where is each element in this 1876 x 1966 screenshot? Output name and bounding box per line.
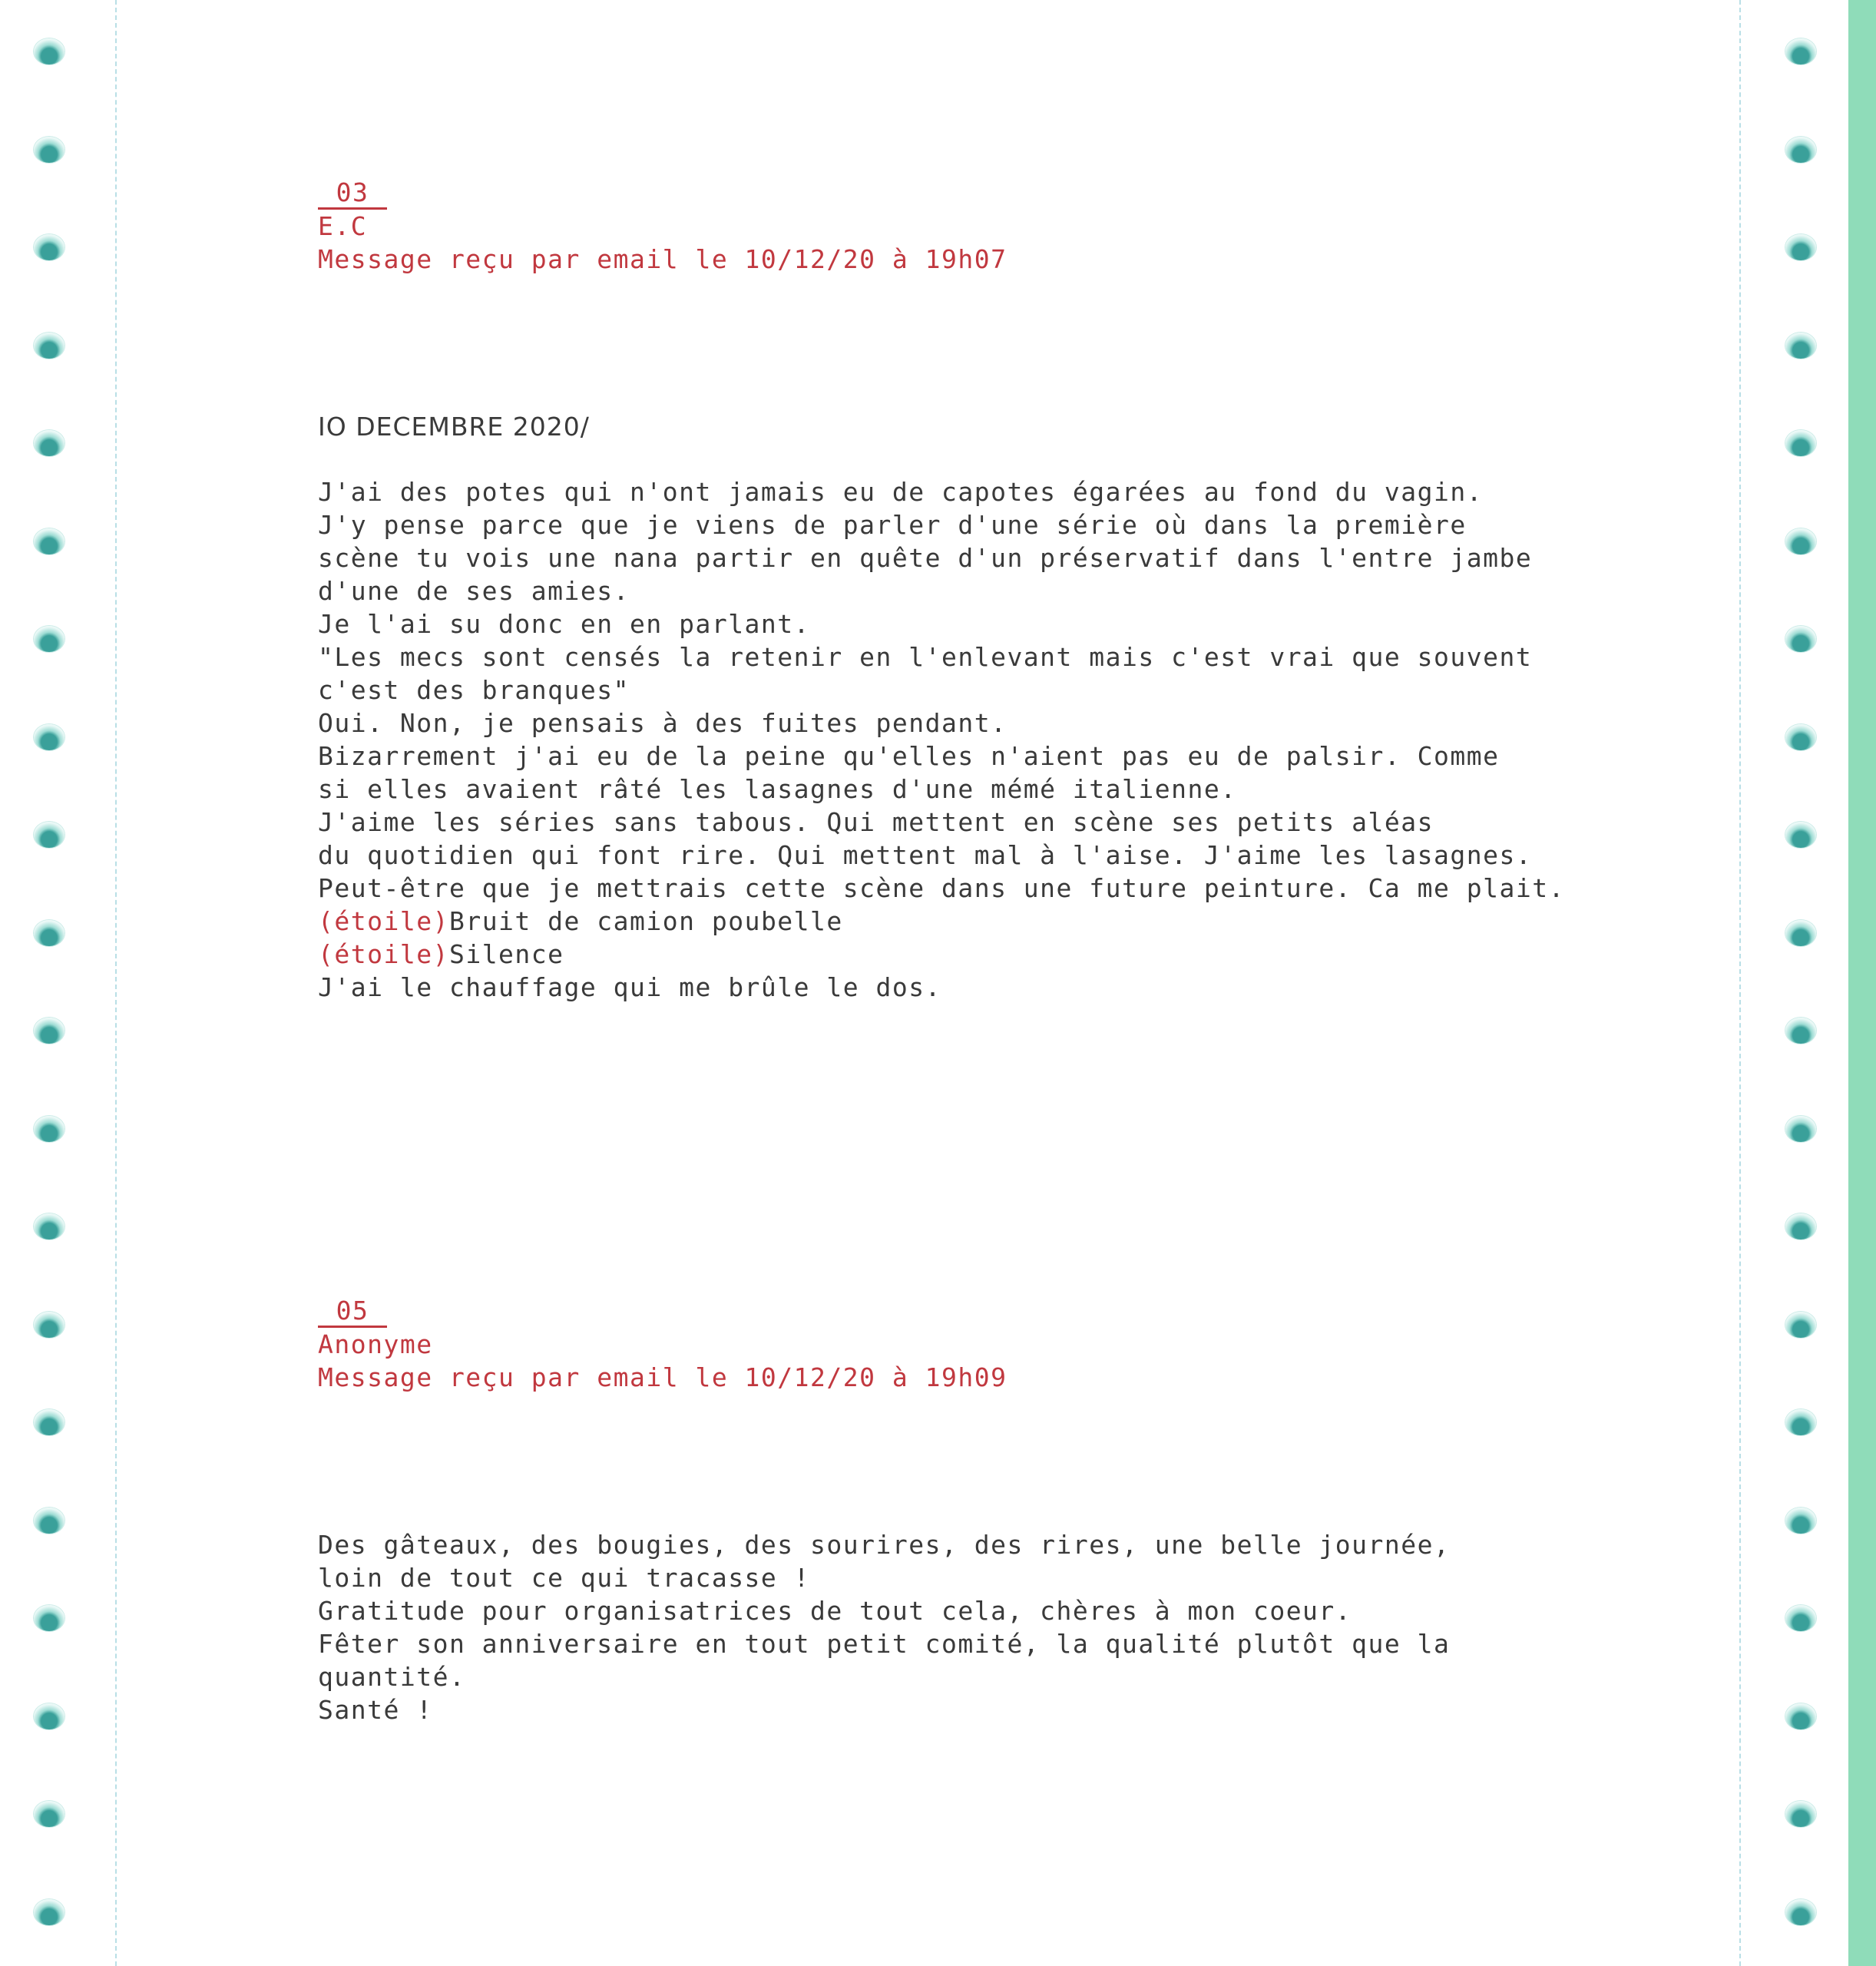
left-feed-hole bbox=[34, 1508, 65, 1534]
body-text: scène tu vois une nana partir en quête d'un préservatif dans l'entre jambe bbox=[318, 543, 1533, 573]
right-feed-hole bbox=[1785, 38, 1816, 65]
body-line bbox=[318, 640, 1639, 674]
left-feed-hole bbox=[34, 38, 65, 65]
body-line bbox=[318, 773, 1639, 806]
left-feed-hole bbox=[34, 626, 65, 652]
body-line bbox=[318, 806, 1639, 839]
left-feed-hole bbox=[34, 1409, 65, 1435]
body-text: Bizarrement j'ai eu de la peine qu'elles n'aient pas eu de palsir. Comme bbox=[318, 741, 1500, 771]
body-line bbox=[318, 574, 1639, 607]
entry-05-body bbox=[318, 1528, 1639, 1726]
right-feed-hole bbox=[1785, 1899, 1816, 1925]
right-feed-hole bbox=[1785, 528, 1816, 554]
body-line bbox=[318, 872, 1639, 905]
right-feed-hole bbox=[1785, 1801, 1816, 1827]
entry-meta: Message reçu par email le 10/12/20 à 19h07 bbox=[318, 244, 1007, 274]
right-feed-hole bbox=[1785, 822, 1816, 848]
left-feed-hole bbox=[34, 724, 65, 750]
left-feed-hole bbox=[34, 1116, 65, 1142]
left-feed-hole bbox=[34, 1899, 65, 1925]
left-feed-hole bbox=[34, 1018, 65, 1044]
right-feed-hole bbox=[1785, 430, 1816, 456]
body-text: Oui. Non, je pensais à des fuites pendant. bbox=[318, 708, 1007, 738]
right-feed-hole bbox=[1785, 137, 1816, 163]
entry-date: IO DECEMBRE 2020/ bbox=[318, 412, 590, 442]
body-line bbox=[318, 1594, 1639, 1627]
body-line bbox=[318, 839, 1639, 872]
left-feed-hole bbox=[34, 430, 65, 456]
body-text: Silence bbox=[448, 939, 564, 969]
body-text: du quotidien qui font rire. Qui mettent mal à l'aise. J'aime les lasagnes. bbox=[318, 840, 1533, 870]
body-text: J'aime les séries sans tabous. Qui mettent en scène ses petits aléas bbox=[318, 807, 1434, 837]
right-feed-hole bbox=[1785, 626, 1816, 652]
left-feed-hole bbox=[34, 234, 65, 260]
annotation-tag: (étoile) bbox=[318, 906, 449, 936]
right-feed-hole bbox=[1785, 920, 1816, 946]
entry-meta: Message reçu par email le 10/12/20 à 19h09 bbox=[318, 1362, 1007, 1392]
right-feed-hole bbox=[1785, 1213, 1816, 1240]
left-feed-hole bbox=[34, 528, 65, 554]
body-text: Bruit de camion poubelle bbox=[448, 906, 843, 936]
body-line bbox=[318, 938, 1639, 971]
body-text: quantité. bbox=[318, 1662, 466, 1692]
body-text: loin de tout ce qui tracasse ! bbox=[318, 1563, 811, 1593]
body-text: si elles avaient râté les lasagnes d'une mémé italienne. bbox=[318, 774, 1237, 804]
body-text: J'ai des potes qui n'ont jamais eu de capotes égarées au fond du vagin. bbox=[318, 477, 1484, 507]
right-feed-hole bbox=[1785, 234, 1816, 260]
body-text: J'y pense parce que je viens de parler d'une série où dans la première bbox=[318, 510, 1467, 540]
annotation-tag: (étoile) bbox=[318, 939, 449, 969]
body-text: Des gâteaux, des bougies, des sourires, des rires, une belle journée, bbox=[318, 1530, 1451, 1560]
body-line bbox=[318, 508, 1639, 541]
body-text: Santé ! bbox=[318, 1695, 433, 1725]
body-line bbox=[318, 1627, 1639, 1660]
right-feed-hole bbox=[1785, 1312, 1816, 1338]
body-line bbox=[318, 674, 1639, 707]
body-line bbox=[318, 1660, 1639, 1693]
entry-author: Anonyme bbox=[318, 1329, 433, 1359]
right-feed-hole bbox=[1785, 1116, 1816, 1142]
right-perforation-line bbox=[1739, 0, 1741, 1966]
right-feed-hole bbox=[1785, 1605, 1816, 1631]
paper-edge-green bbox=[1848, 0, 1876, 1966]
body-text: J'ai le chauffage qui me brûle le dos. bbox=[318, 972, 941, 1002]
body-text: c'est des branques" bbox=[318, 675, 630, 705]
entry-03-date bbox=[318, 410, 1639, 443]
body-line bbox=[318, 905, 1639, 938]
right-feed-hole bbox=[1785, 724, 1816, 750]
right-feed-hole bbox=[1785, 1703, 1816, 1729]
body-text: Je l'ai su donc en en parlant. bbox=[318, 609, 811, 639]
body-line bbox=[318, 1528, 1639, 1561]
entry-author: E.C bbox=[318, 211, 368, 241]
left-feed-hole bbox=[34, 1605, 65, 1631]
body-text: Gratitude pour organisatrices de tout cela, chères à mon coeur. bbox=[318, 1596, 1352, 1626]
entry-number: 03 bbox=[318, 178, 387, 210]
body-line bbox=[318, 607, 1639, 640]
left-perforation-line bbox=[115, 0, 117, 1966]
body-line bbox=[318, 740, 1639, 773]
left-feed-hole bbox=[34, 1213, 65, 1240]
right-feed-hole bbox=[1785, 1409, 1816, 1435]
body-text: Peut-être que je mettrais cette scène dans une future peinture. Ca me plait. bbox=[318, 873, 1565, 903]
body-text: "Les mecs sont censés la retenir en l'enlevant mais c'est vrai que souvent bbox=[318, 642, 1533, 672]
right-feed-hole bbox=[1785, 1018, 1816, 1044]
entry-03-body bbox=[318, 475, 1639, 1004]
left-feed-hole bbox=[34, 333, 65, 359]
body-text: d'une de ses amies. bbox=[318, 576, 630, 606]
body-line bbox=[318, 707, 1639, 740]
body-line bbox=[318, 541, 1639, 574]
body-line bbox=[318, 971, 1639, 1004]
left-feed-hole bbox=[34, 920, 65, 946]
body-line bbox=[318, 475, 1639, 508]
left-feed-hole bbox=[34, 1801, 65, 1827]
entry-05-header bbox=[318, 1296, 1639, 1394]
entry-number: 05 bbox=[318, 1296, 387, 1328]
left-feed-hole bbox=[34, 1312, 65, 1338]
left-feed-hole bbox=[34, 137, 65, 163]
left-feed-hole bbox=[34, 822, 65, 848]
right-feed-hole bbox=[1785, 1508, 1816, 1534]
body-line bbox=[318, 1561, 1639, 1594]
body-text: Fêter son anniversaire en tout petit comité, la qualité plutôt que la bbox=[318, 1629, 1451, 1659]
right-feed-hole bbox=[1785, 333, 1816, 359]
body-line bbox=[318, 1693, 1639, 1726]
entry-03-header bbox=[318, 178, 1639, 276]
left-feed-hole bbox=[34, 1703, 65, 1729]
